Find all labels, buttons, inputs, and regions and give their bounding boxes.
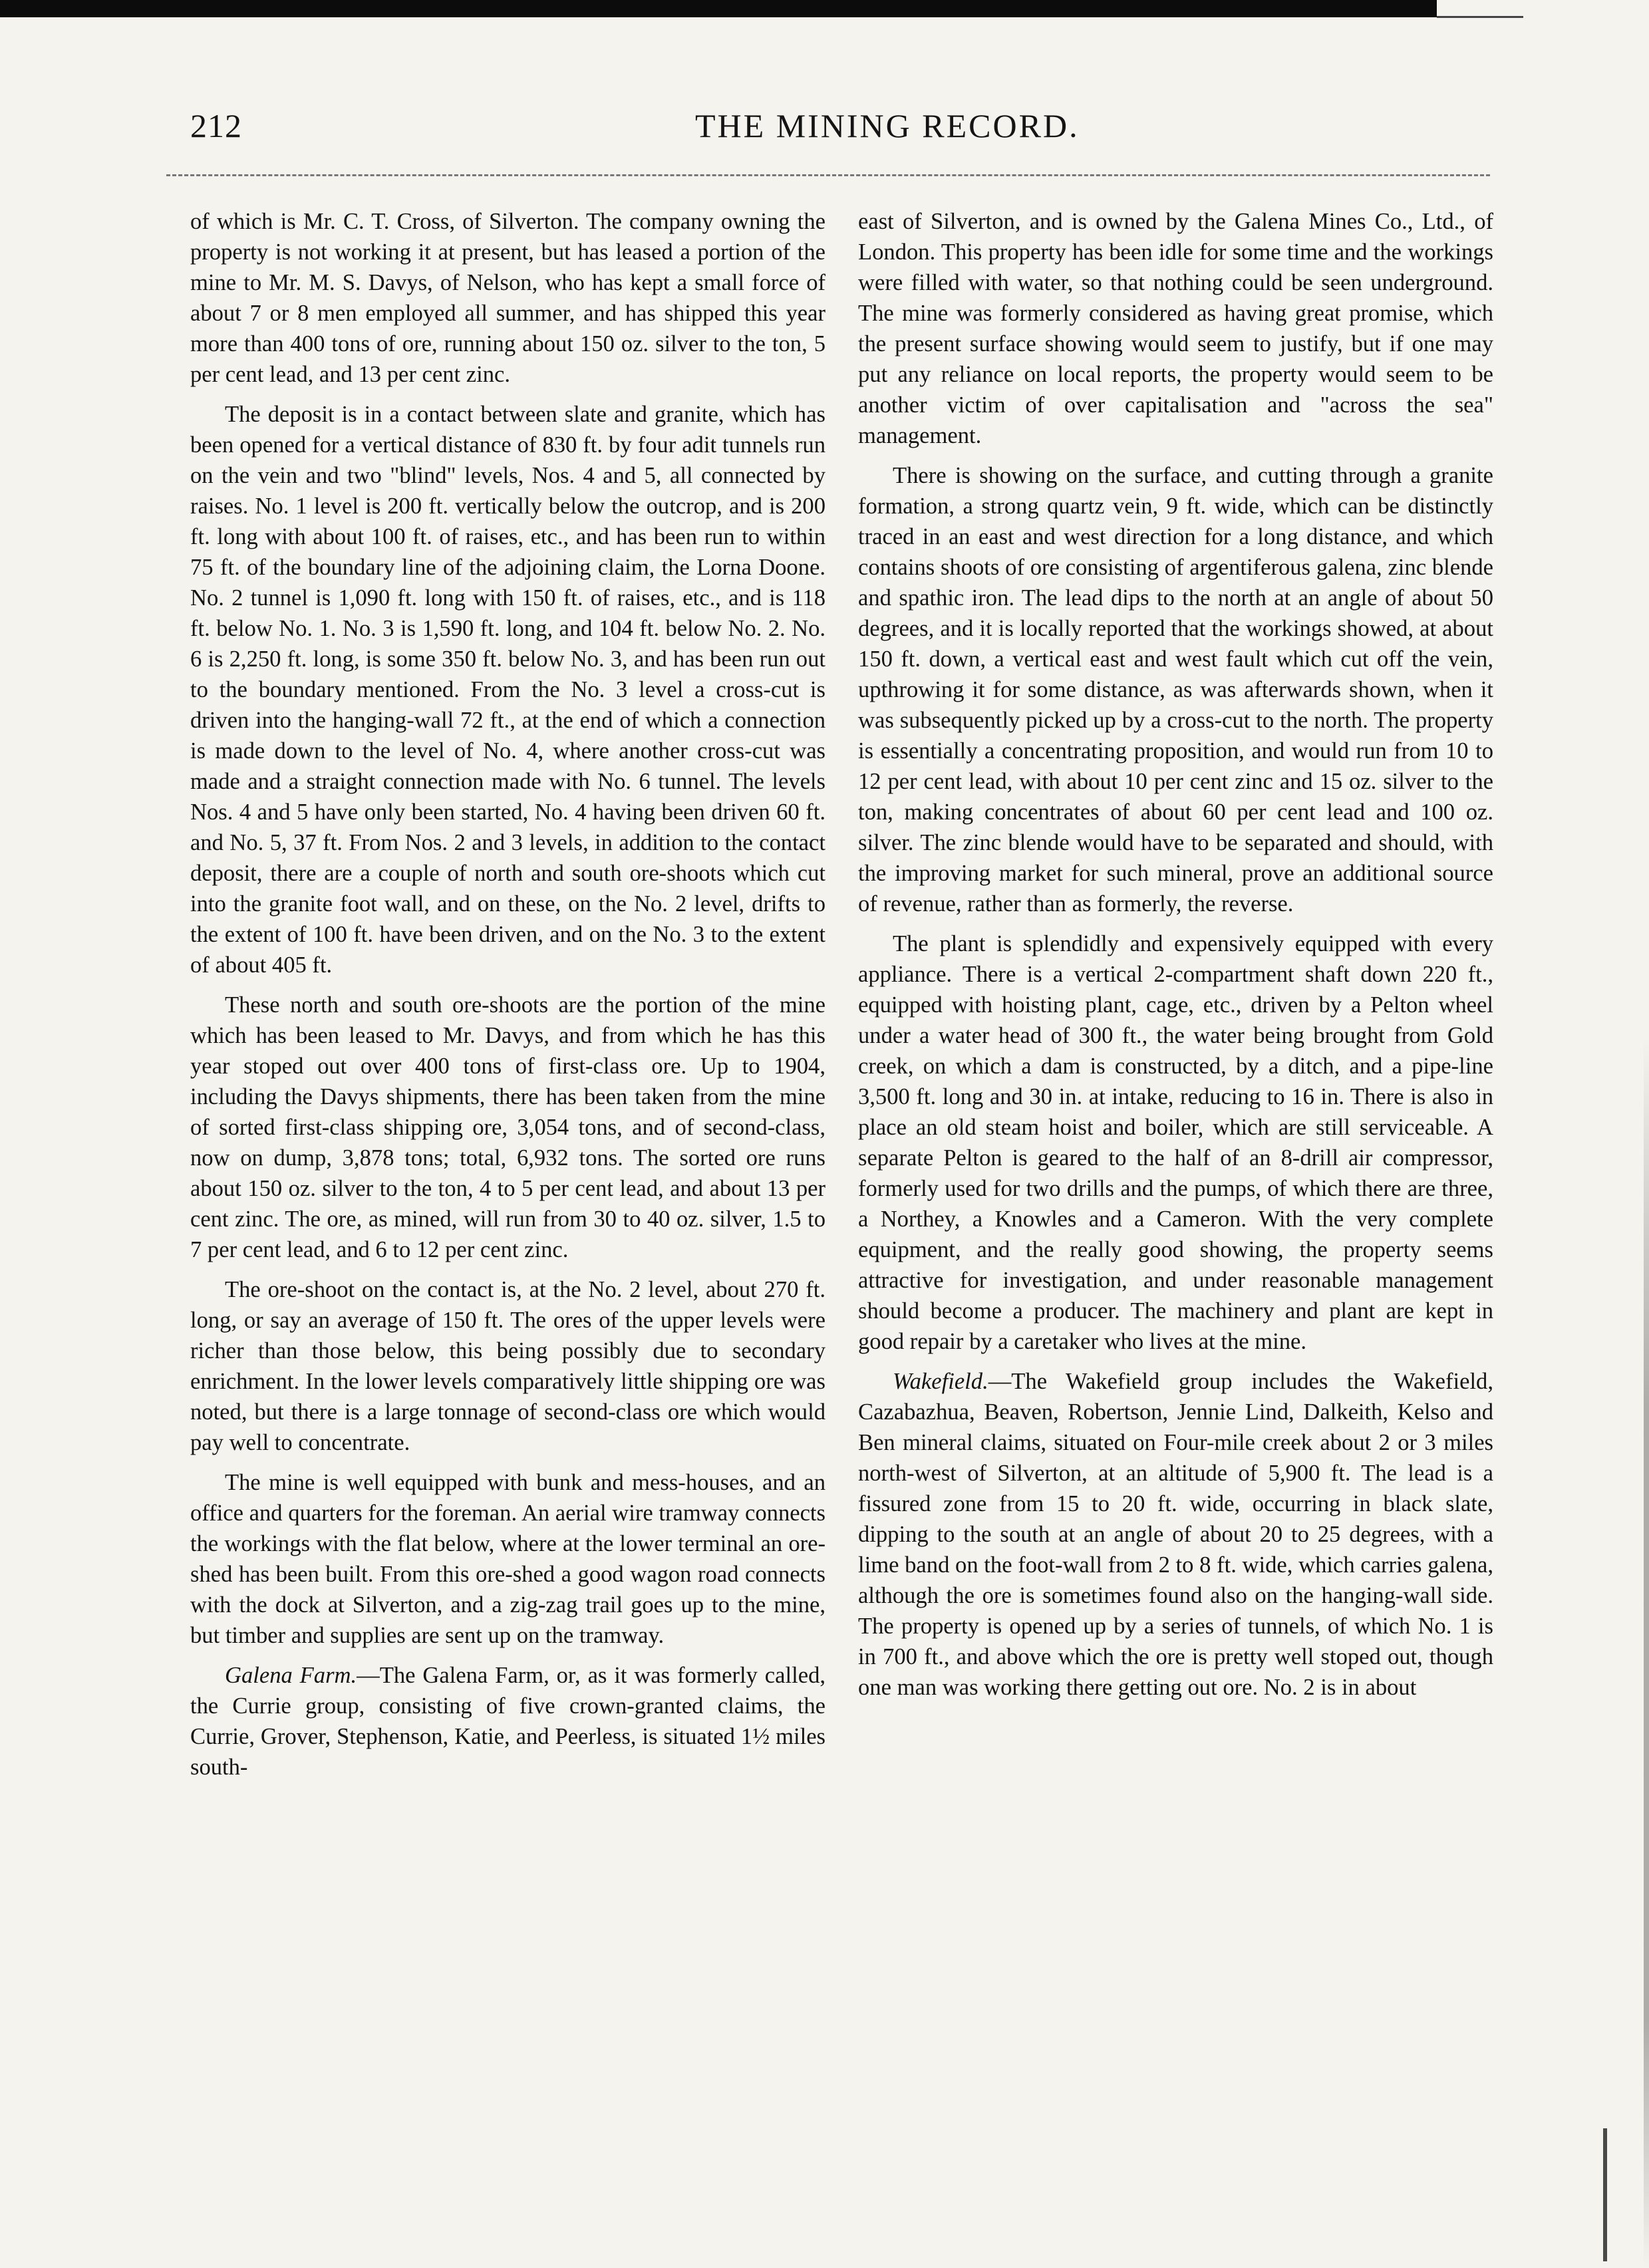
top-border-rule-tail [1437, 16, 1523, 18]
top-border-rule [0, 0, 1437, 17]
paragraph [858, 1366, 1493, 1703]
paragraph: There is showing on the surface, and cutting through a granite formation, a strong quartz vein, 9 ft. wide, which can be distinctly traced in an east and west direction for a long distance, and which contains shoots of ore consisting of argentiferous galena, zinc blende and spathic iron. The lead dips to the north at an angle of about 50 degrees, and it is locally reported that the workings showed, at about 150 ft. down, a vertical east and west fault which cut off the vein, upthrowing it for some distance, as was afterwards shown, when it was subsequently picked up by a cross-cut to the north. The property is essentially a concentrating proposition, and would run from 10 to 12 per cent lead, with about 10 per cent zinc and 15 oz. silver to the ton, making concentrates of about 60 per cent lead and 100 oz. silver. The zinc blende would have to be separated and should, with the improving market for such mineral, prove an additional source of revenue, rather than as formerly, the reverse. [858, 463, 1493, 917]
paragraph: These north and south ore-shoots are the portion of the mine which has been leased to Mr. Davys, and from which he has this year stoped out over 400 tons of first-class ore. Up to 1904, including the Davys shipments, there has been taken from the mine of sorted first-class shipping ore, 3,054 tons, and of second-class, now on dump, 3,878 tons; total, 6,932 tons. The sorted ore runs about 150 oz. silver to the ton, 4 to 5 per cent lead, and about 13 per cent zinc. The ore, as mined, will run from 30 to 40 oz. silver, 1.5 to 7 per cent lead, and 6 to 12 per cent zinc. [190, 992, 825, 1262]
paragraph: The mine is well equipped with bunk and mess-houses, and an office and quarters for the foreman. An aerial wire tramway connects the workings with the flat below, where at the lower terminal an ore-shed has been built. From this ore-shed a good wagon road connects with the dock at Silverton, and a zig-zag trail goes up to the mine, but timber and supplies are sent up on the tramway. [190, 1470, 825, 1648]
page-number: 212 [190, 107, 242, 144]
paragraph [190, 1660, 825, 1782]
paragraph: The ore-shoot on the contact is, at the No. 2 level, about 270 ft. long, or say an average of 150 ft. The ores of the upper levels were richer than those below, this being possibly due to secondary enrichment. In the lower levels comparatively little shipping ore was noted, but there is a large tonnage of second-class ore which would pay well to concentrate. [190, 1277, 825, 1455]
header-rule [166, 174, 1490, 176]
left-column [190, 206, 825, 1792]
right-column [858, 206, 1493, 1712]
paragraph: The plant is splendidly and expensively equipped with every appliance. There is a vertical 2-compartment shaft down 220 ft., equipped with hoisting plant, cage, etc., driven by a Pelton wheel under a water head of 300 ft., the water being brought from Gold creek, on which a dam is constructed, by a ditch, and a pipe-line 3,500 ft. long and 30 in. at intake, reducing to 16 in. There is also in place an old steam hoist and boiler, which are still serviceable. A separate Pelton is geared to the half of an 8-drill air compressor, formerly used for two drills and the pumps, of which there are three, a Northey, a Knowles and a Cameron. With the very complete equipment, and the really good showing, the property seems attractive for investigation, and under reasonable management should become a producer. The machinery and plant are kept in good repair by a caretaker who lives at the mine. [858, 931, 1493, 1354]
paragraph: The deposit is in a contact between slate and granite, which has been opened for a vertical distance of 830 ft. by four adit tunnels run on the vein and two "blind" levels, Nos. 4 and 5, all connected by raises. No. 1 level is 200 ft. vertically below the outcrop, and is 200 ft. long with about 100 ft. of raises, etc., and has been run to within 75 ft. of the boundary line of the adjoining claim, the Lorna Doone. No. 2 tunnel is 1,090 ft. long with 150 ft. of raises, etc., and is 118 ft. below No. 1. No. 3 is 1,590 ft. long, and 104 ft. below No. 2. No. 6 is 2,250 ft. long, is some 350 ft. below No. 3, and has been run out to the boundary mentioned. From the No. 3 level a cross-cut is driven into the hanging-wall 72 ft., at the end of which a connection is made down to the level of No. 4, where another cross-cut was made and a straight connection made with No. 6 tunnel. The levels Nos. 4 and 5 have only been started, No. 4 having been driven 60 ft. and No. 5, 37 ft. From Nos. 2 and 3 levels, in addition to the contact deposit, there are a couple of north and south ore-shoots which cut into the granite foot wall, and on these, on the No. 2 level, drifts to the extent of 100 ft. have been driven, and on the No. 3 to the extent of about 405 ft. [190, 402, 825, 978]
paragraph-text: —The Wakefield group includes the Wakefield, Cazabazhua, Beaven, Robertson, Jennie Lind, Dalkeith, Kelso and Ben mineral claims, situated on Four-mile creek about 2 or 3 miles north-west of Silverton, at an altitude of 5,900 ft. The lead is a fissured zone from 15 to 20 ft. wide, occurring in black slate, dipping to the south at an angle of about 20 to 25 degrees, with a lime band on the foot-wall from 2 to 8 ft. wide, which carries galena, although the ore is sometimes found also on the hanging-wall side. The property is opened up by a series of tunnels, of which No. 1 is in 700 ft., and above which the ore is pretty well stoped out, though one man was working there getting out ore. No. 2 is in about [858, 1369, 1493, 1700]
section-heading-wakefield: Wakefield. [893, 1369, 988, 1394]
binding-edge-mark [1603, 2128, 1634, 2261]
paragraph-text: —The Galena Farm, or, as it was formerly called, the Currie group, consisting of five crown-granted claims, the Currie, Grover, Stephenson, Katie, and Peerless, is situated 1½ miles south- [190, 1663, 826, 1780]
paragraph: of which is Mr. C. T. Cross, of Silverton. The company owning the property is not working it at present, but has leased a portion of the mine to Mr. M. S. Davys, of Nelson, who has kept a small force of about 7 or 8 men employed all summer, and has shipped this year more than 400 tons of ore, running about 150 oz. silver to the ton, 5 per cent lead, and 13 per cent zinc. [190, 209, 825, 387]
paragraph: east of Silverton, and is owned by the Galena Mines Co., Ltd., of London. This property has been idle for some time and the workings were filled with water, so that nothing could be seen underground. The mine was formerly considered as having great promise, which the present surface showing would seem to justify, but if one may put any reliance on local reports, the property would seem to be another victim of over capitalisation and "across the sea" management. [858, 209, 1493, 448]
page-edge-shadow [1644, 1038, 1649, 2268]
running-head-title: THE MINING RECORD. [695, 107, 1080, 144]
section-heading-galena-farm: Galena Farm. [225, 1663, 357, 1688]
